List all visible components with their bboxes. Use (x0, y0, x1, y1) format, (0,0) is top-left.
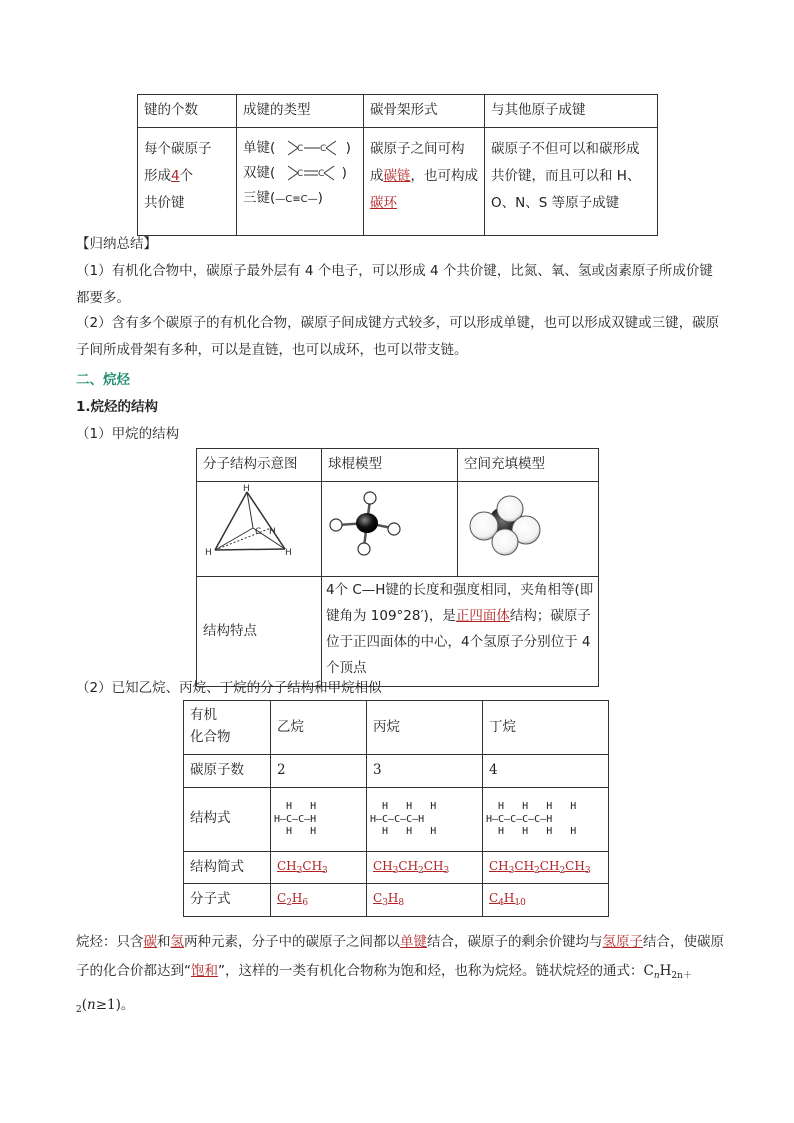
header-ethane: 乙烷 (271, 701, 367, 755)
atom-h-bottom-right: H (285, 547, 292, 558)
feature-label: 结构特点 (197, 577, 322, 687)
single-bond-diagram (280, 137, 346, 159)
ethane-structural: H H H—C—C—H H H (271, 787, 367, 851)
tetrahedron-diagram (197, 482, 321, 567)
ball-stick-model (322, 482, 446, 567)
atom-h-left: H (205, 547, 212, 558)
ethane-condensed: $CH_3CH_3$ (271, 851, 367, 884)
header-butane: 丁烷 (483, 701, 609, 755)
propane-molecular: $C_3H_8$ (367, 884, 483, 917)
answer-hydrogen-atom: 氢原子 (602, 934, 643, 950)
general-formula: $C_nH_{2n+2}(n\ge 1)$。 (76, 963, 692, 1015)
answer-carbon: 碳 (143, 934, 157, 950)
butane-structural: H H H H H—C—C—C—C—H H H H H (483, 787, 609, 851)
answer-hydrogen: 氢 (170, 934, 184, 950)
row-label-carbon-count: 碳原子数 (184, 755, 271, 788)
ball-stick-cell (322, 481, 458, 577)
butane-carbon-count: 4 (483, 755, 609, 788)
double-bond-c1: C (296, 168, 303, 179)
header-space-filling: 空间充填模型 (458, 449, 599, 482)
cell-bond-count: 每个碳原子 形成4个 共价键 (138, 127, 237, 235)
single-bond: 单键( C C ) (243, 136, 357, 161)
header-skeleton: 碳骨架形式 (364, 95, 485, 128)
header-propane: 丙烷 (367, 701, 483, 755)
section-alkanes-title: 二、烷烃 (76, 372, 130, 388)
propane-structural: H H H H—C—C—C—H H H H (367, 787, 483, 851)
row-label-structural: 结构式 (184, 787, 271, 851)
atom-h-top: H (243, 483, 250, 494)
double-bond-c2: C (317, 168, 324, 179)
answer-single-bond: 单键 (400, 934, 427, 950)
cell-other-atoms: 碳原子不但可以和碳形成 共价键，而且可以和 H、 O、N、S 等原子成键 (485, 127, 658, 235)
atom-c: C (255, 526, 262, 537)
tetrahedron-cell (197, 481, 322, 577)
alkane-structure-title: 1.烷烃的结构 (76, 399, 159, 415)
header-bond-count: 键的个数 (138, 95, 237, 128)
header-diagram: 分子结构示意图 (197, 449, 322, 482)
row-label-condensed: 结构简式 (184, 851, 271, 884)
methane-table (196, 448, 599, 687)
summary-title: 【归纳总结】 (76, 236, 157, 252)
header-bond-type: 成键的类型 (237, 95, 364, 128)
answer-carbon-ring: 碳环 (370, 194, 397, 211)
cell-bond-types (237, 127, 364, 235)
alkanes-table (183, 700, 609, 917)
alkanes-similar-title: （2）已知乙烷、丙烷、丁烷的分子结构和甲烷相似 (76, 680, 382, 696)
butane-molecular: $C_4H_{10}$ (483, 884, 609, 917)
header-other-atoms: 与其他原子成键 (485, 95, 658, 128)
single-bond-c2: C (319, 143, 326, 154)
double-bond-diagram (280, 162, 342, 184)
answer-tetrahedron: 正四面体 (455, 608, 510, 625)
summary-p1: （1）有机化合物中，碳原子最外层有 4 个电子，可以形成 4 个共价键，比氮、氧、氢或卤素原子所成价键都要多。 (76, 263, 713, 306)
feature-text: 4个 C—H键的长度和强度相同，夹角相等(即键角为 109°28′)，是正四面体结构；碳原子位于正四面体的中心，4个氢原子分别位于 4 个顶点 (322, 577, 599, 687)
space-filling-cell (458, 481, 599, 577)
header-ball-stick: 球棍模型 (322, 449, 458, 482)
carbon-bonding-table (137, 94, 658, 236)
atom-h-right: H (269, 526, 276, 537)
propane-condensed: $CH_3CH_2CH_3$ (367, 851, 483, 884)
space-filling-model (458, 482, 598, 567)
header-organic: 有机 化合物 (184, 701, 271, 755)
methane-structure-title: （1）甲烷的结构 (76, 426, 180, 442)
alkane-definition: 烷烃：只含碳和氢两种元素，分子中的碳原子之间都以单键结合，碳原子的剩余价键均与氢原子结合，使碳原子的化合价都达到“饱和”，这样的一类有机化合物称为饱和烃，也称为烷烃。链状烷烃的通式：$C_nH_{2n+2}(n\ge 1)$。 (76, 934, 724, 1015)
summary-p2: （2）含有多个碳原子的有机化合物，碳原子间成键方式较多，可以形成单键，也可以形成双键或三键，碳原子间所成骨架有多种，可以是直链，也可以成环，也可以带支链。 (76, 315, 720, 358)
answer-four: 4 (171, 167, 180, 184)
double-bond: 双键( C C ) (243, 161, 357, 186)
answer-saturated: 饱和 (191, 963, 218, 979)
ethane-carbon-count: 2 (271, 755, 367, 788)
cell-skeleton: 碳原子之间可构 成碳链，也可构成 碳环 (364, 127, 485, 235)
row-label-molecular: 分子式 (184, 884, 271, 917)
triple-bond: 三键(—C≡C—) (243, 189, 323, 206)
ethane-molecular: $C_2H_6$ (271, 884, 367, 917)
single-bond-c1: C (296, 143, 303, 154)
propane-carbon-count: 3 (367, 755, 483, 788)
answer-carbon-chain: 碳链 (383, 167, 411, 184)
butane-condensed: $CH_3CH_2CH_2CH_3$ (483, 851, 609, 884)
